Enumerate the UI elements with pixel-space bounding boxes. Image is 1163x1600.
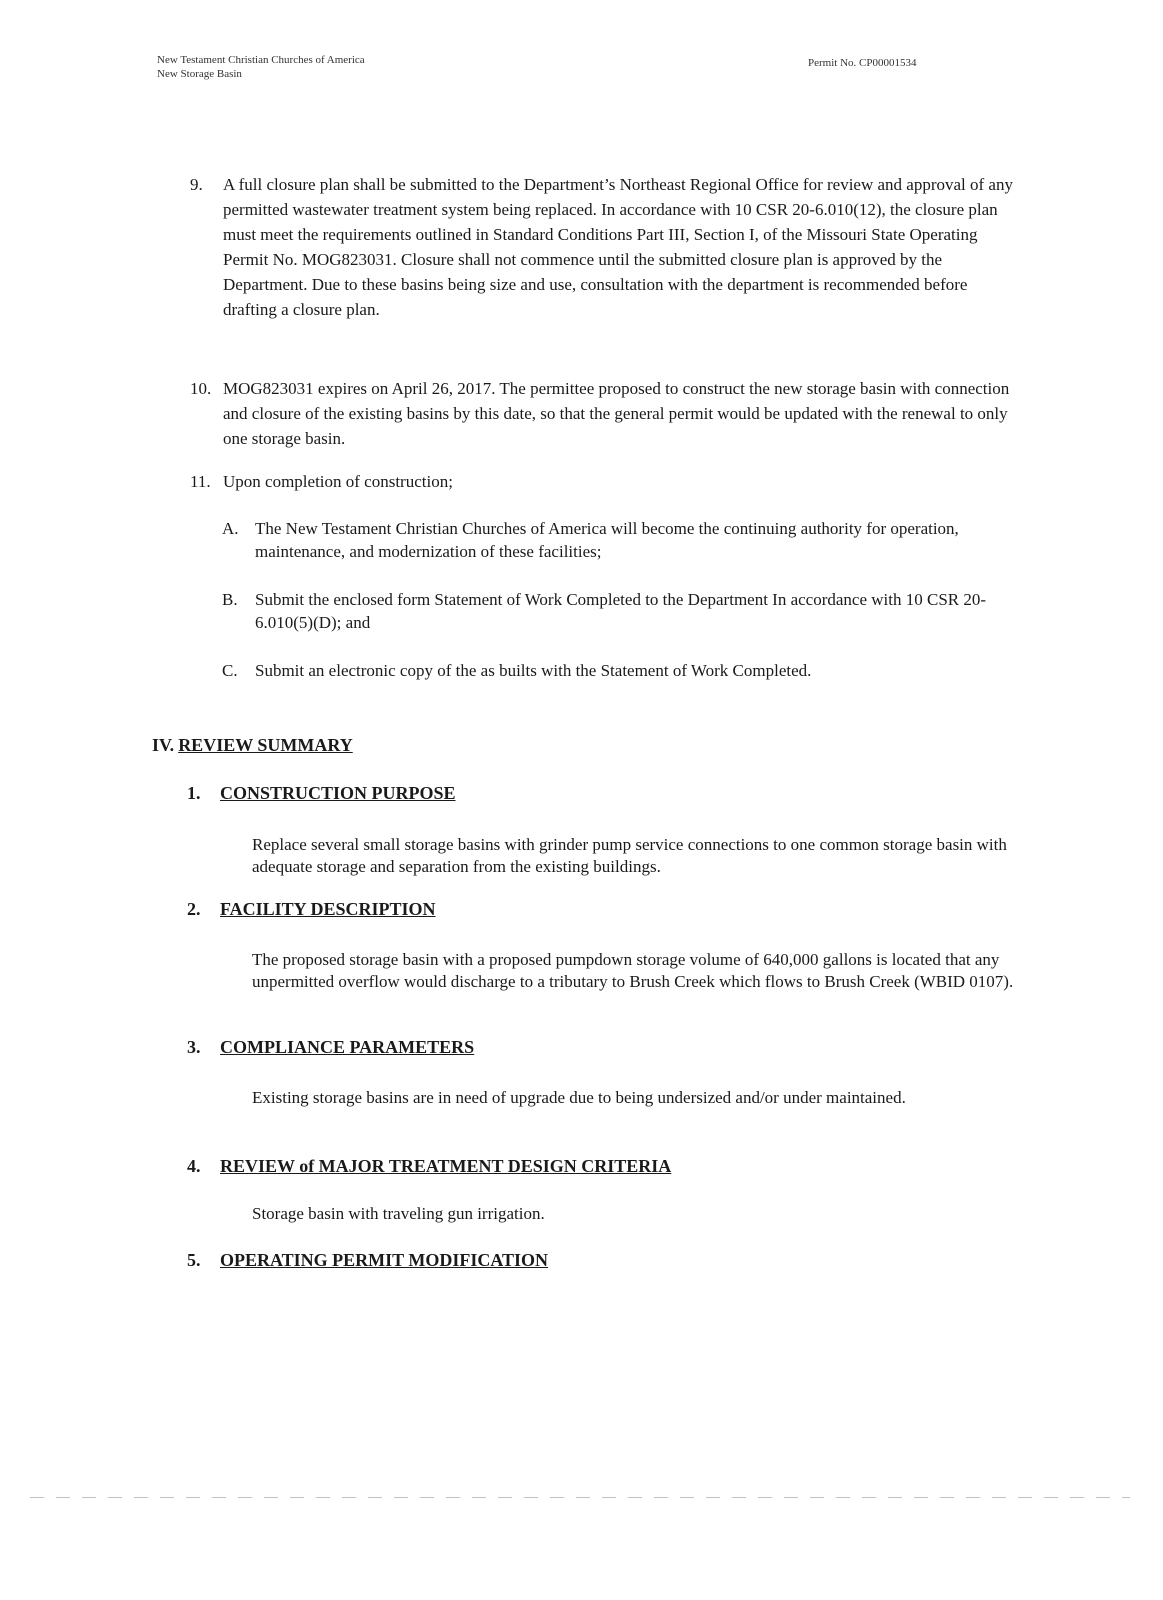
heading-construction-purpose <box>187 783 456 804</box>
compliance-parameters-body: Existing storage basins are in need of upgrade due to being undersized and/or under maintained. <box>252 1088 906 1107</box>
heading-title: FACILITY DESCRIPTION <box>220 899 436 919</box>
list-item-9 <box>190 172 1020 322</box>
list-item-11 <box>190 469 1020 494</box>
item-number: 9. <box>190 175 203 194</box>
header-org-name: New Testament Christian Churches of America <box>157 54 365 66</box>
heading-operating-permit-modification <box>187 1250 548 1271</box>
sub-item-text: The New Testament Christian Churches of America will become the continuing authority for operation, maintenance, and modernization of these facilities; <box>255 519 959 561</box>
heading-title: REVIEW of MAJOR TREATMENT DESIGN CRITERIA <box>220 1156 672 1176</box>
heading-number: 5. <box>187 1250 201 1270</box>
item-text: A full closure plan shall be submitted to the Department’s Northeast Regional Office for review and approval of any permitted wastewater treatment system being replaced. In accordance with 10 CSR 20-6.010(12), the closure plan must meet the requirements outlined in Standard Conditions Part III, Section I, of the Missouri State Operating Permit No. MOG823031. Closure shall not commence until the submitted closure plan is approved by the Department. Due to these basins being size and use, consultation with the department is recommended before drafting a closure plan. <box>223 175 1013 319</box>
item-number: 10. <box>190 379 212 398</box>
sub-item-text: Submit the enclosed form Statement of Work Completed to the Department In accordance with 10 CSR 20-6.010(5)(D); and <box>255 590 987 632</box>
item-number: 11. <box>190 472 211 491</box>
section-title-text: REVIEW SUMMARY <box>178 735 353 755</box>
heading-title: OPERATING PERMIT MODIFICATION <box>220 1250 549 1270</box>
heading-facility-description <box>187 899 436 920</box>
section-title <box>152 735 353 756</box>
header-permit-number: Permit No. CP00001534 <box>808 57 917 69</box>
design-criteria-body: Storage basin with traveling gun irrigation. <box>252 1204 545 1223</box>
sub-item-letter: A. <box>222 519 239 538</box>
heading-number: 4. <box>187 1156 201 1176</box>
header-organization <box>157 53 365 81</box>
section-number: IV. <box>152 735 175 755</box>
heading-number: 3. <box>187 1037 201 1057</box>
sub-item-c <box>222 659 1022 682</box>
sub-item-letter: B. <box>222 590 238 609</box>
list-item-10 <box>190 376 1020 451</box>
scan-artifact-line <box>30 1497 1130 1498</box>
construction-purpose-body: Replace several small storage basins with grinder pump service connections to one common storage basin with adequate storage and separation from the existing buildings. <box>252 835 1007 876</box>
sub-item-letter: C. <box>222 661 238 680</box>
heading-title: CONSTRUCTION PURPOSE <box>220 783 456 803</box>
heading-title: COMPLIANCE PARAMETERS <box>220 1037 475 1057</box>
heading-compliance-parameters <box>187 1037 474 1058</box>
sub-item-text: Submit an electronic copy of the as builts with the Statement of Work Completed. <box>255 661 812 680</box>
item-text: Upon completion of construction; <box>223 472 453 491</box>
sub-item-b <box>222 588 1022 634</box>
heading-number: 2. <box>187 899 201 919</box>
item-text: MOG823031 expires on April 26, 2017. The permittee proposed to construct the new storage basin with connection and closure of the existing basins by this date, so that the general permit would be updated with the renewal to only one storage basin. <box>223 379 1010 448</box>
header-project-name: New Storage Basin <box>157 68 242 80</box>
heading-number: 1. <box>187 783 201 803</box>
heading-design-criteria <box>187 1156 671 1177</box>
facility-description-body: The proposed storage basin with a proposed pumpdown storage volume of 640,000 gallons is located that any unpermitted overflow would discharge to a tributary to Brush Creek which flows to Brush Creek (WBID 0107). <box>252 950 1014 991</box>
sub-item-a <box>222 517 1022 563</box>
